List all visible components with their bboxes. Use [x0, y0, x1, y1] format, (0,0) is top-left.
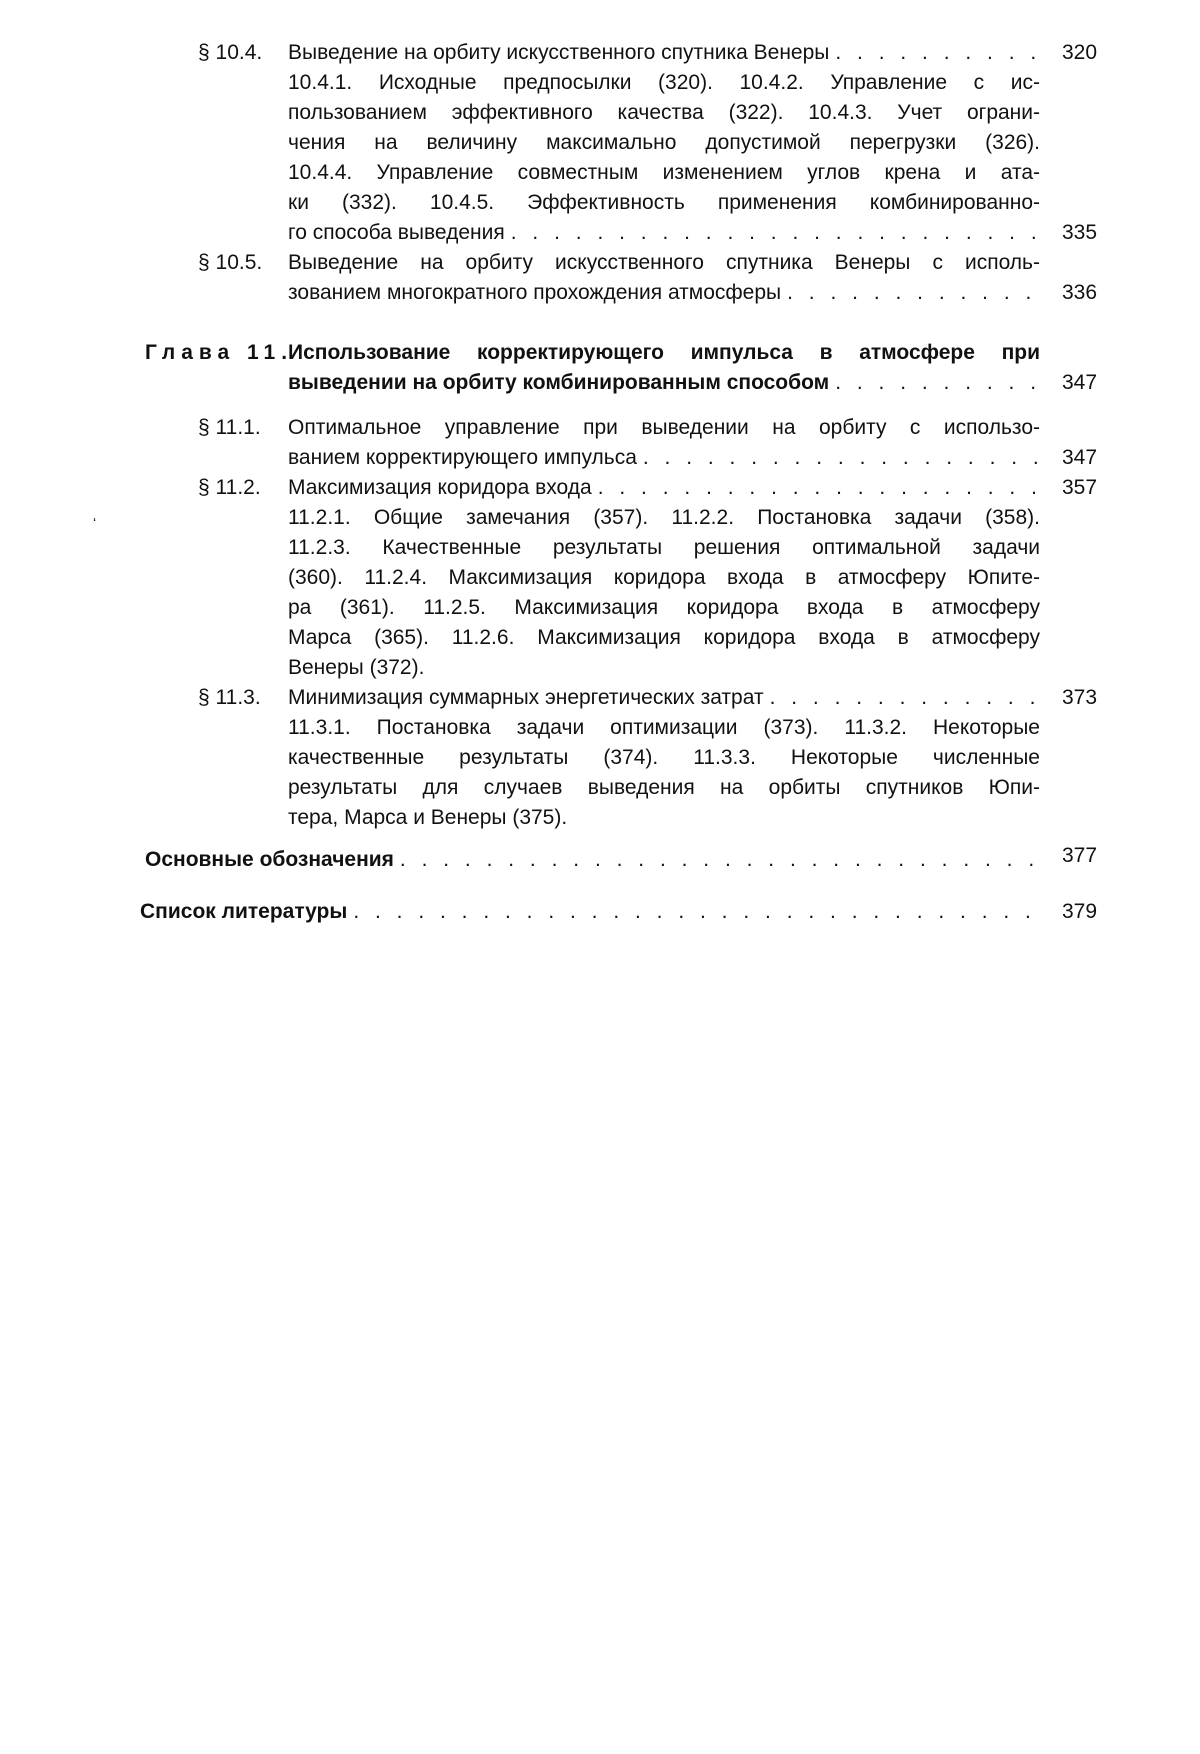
subsection-line: 11.2.3. Качественные результаты решения оптимальной задачи [288, 536, 1040, 559]
page-number: 335 [1062, 221, 1098, 244]
page-number: 377 [1062, 844, 1098, 867]
dot-leader [764, 683, 1040, 713]
section-number: § 11.1. [198, 416, 261, 439]
section-title: Оптимальное управление при выведении на орбиту с использо- [288, 416, 1040, 439]
subsection-line: 11.2.1. Общие замечания (357). 11.2.2. Постановка задачи (358). [288, 506, 1040, 529]
dot-leader [829, 38, 1040, 68]
dot-leader [637, 443, 1040, 473]
page-number: 373 [1062, 686, 1098, 709]
dot-leader [394, 845, 1040, 875]
subsection-line: тера, Марса и Венеры (375). [288, 806, 568, 829]
section-number: § 10.5. [198, 251, 263, 274]
section-title-cont: ванием корректирующего импульса [288, 446, 637, 469]
subsection-line: 10.4.1. Исходные предпосылки (320). 10.4.2. Управление с ис- [288, 71, 1040, 94]
subsection-line: качественные результаты (374). 11.3.3. Некоторые численные [288, 746, 1040, 769]
section-title-cont: зованием многократного прохождения атмосферы [288, 281, 782, 304]
subsection-line: результаты для случаев выведения на орбиты спутников Юпи- [288, 776, 1040, 799]
stray-mark: ʻ [93, 515, 97, 531]
page-number: 336 [1062, 281, 1098, 304]
subsection-line: 11.3.1. Постановка задачи оптимизации (373). 11.3.2. Некоторые [288, 716, 1040, 739]
section-title: Минимизация суммарных энергетических затрат [288, 686, 764, 709]
chapter-title-cont: выведении на орбиту комбинированным способом [288, 371, 830, 394]
subsection-line: го способа выведения [288, 221, 505, 244]
page-number: 347 [1062, 371, 1098, 394]
dot-leader [829, 368, 1040, 398]
section-title: Выведение на орбиту искусственного спутника Венеры [288, 41, 830, 64]
notation-title: Основные обозначения [145, 848, 394, 871]
dot-leader [505, 218, 1040, 248]
dot-leader [781, 278, 1040, 308]
subsection-line: ра (361). 11.2.5. Максимизация коридора входа в атмосферу [288, 596, 1040, 619]
subsection-line: Венеры (372). [288, 656, 425, 679]
subsection-line: Марса (365). 11.2.6. Максимизация коридора входа в атмосферу [288, 626, 1040, 649]
page-number: 320 [1062, 41, 1098, 64]
section-number: § 10.4. [198, 41, 263, 64]
subsection-line: чения на величину максимально допустимой перегрузки (326). [288, 131, 1040, 154]
dot-leader [347, 897, 1040, 927]
subsection-line: (360). 11.2.4. Максимизация коридора входа в атмосферу Юпите- [288, 566, 1040, 589]
references-title: Список литературы [140, 900, 348, 923]
page-number: 357 [1062, 476, 1098, 499]
section-title: Максимизация коридора входа [288, 476, 592, 499]
page-number: 379 [1062, 900, 1098, 923]
section-number: § 11.3. [198, 686, 261, 709]
page-number: 347 [1062, 446, 1098, 469]
subsection-line: пользованием эффективного качества (322). 10.4.3. Учет ограни- [288, 101, 1040, 124]
chapter-title: Использование корректирующего импульса в атмосфере при [288, 341, 1040, 364]
subsection-line: 10.4.4. Управление совместным изменением углов крена и ата- [288, 161, 1040, 184]
subsection-line: ки (332). 10.4.5. Эффективность применения комбинированно- [288, 191, 1040, 214]
chapter-number: Глава 11. [145, 341, 294, 364]
section-title: Выведение на орбиту искусственного спутника Венеры с исполь- [288, 251, 1040, 274]
section-number: § 11.2. [198, 476, 261, 499]
dot-leader [592, 473, 1040, 503]
